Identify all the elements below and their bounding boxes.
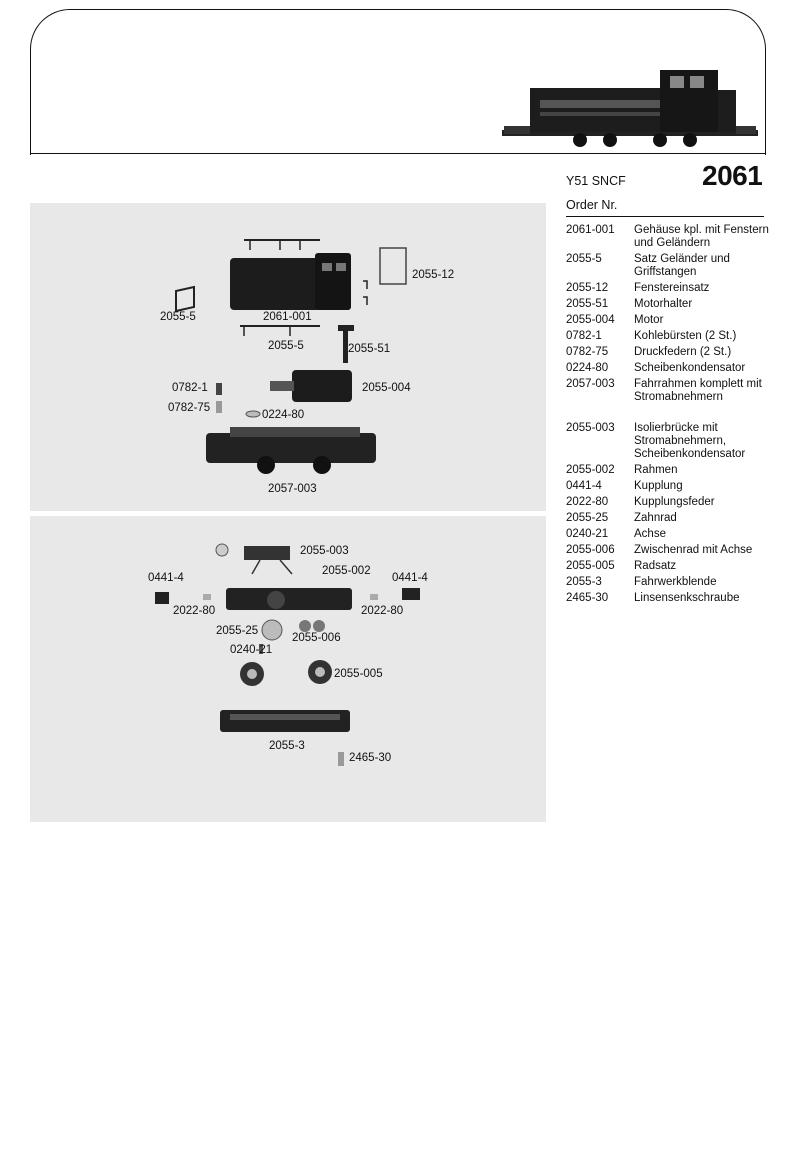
callout-label: 2055-51 — [348, 343, 391, 355]
part-description: Fahrwerkblende — [634, 576, 717, 588]
part-number: 2055-25 — [566, 512, 609, 524]
part-description: Druckfedern (2 St.) — [634, 346, 732, 358]
callout-label: 2055-002 — [322, 565, 371, 577]
list-item — [566, 362, 786, 375]
callout-label: 2057-003 — [268, 483, 317, 495]
callout-label: 0441-4 — [392, 572, 428, 584]
callout-label: 2061-001 — [263, 311, 312, 323]
list-item — [566, 496, 786, 509]
part-description: Zahnrad — [634, 512, 677, 524]
list-item — [566, 330, 786, 343]
part-number: 0441-4 — [566, 480, 602, 492]
callout-label: 2055-005 — [334, 668, 383, 680]
callout-label: 0240-21 — [230, 644, 273, 656]
exploded-view-chassis — [30, 516, 546, 822]
callout-label: 2022-80 — [173, 605, 216, 617]
callout-label: 2465-30 — [349, 752, 392, 764]
list-item — [566, 576, 786, 589]
part-description: Fahrrahmen komplett mit Stromabnehmern — [634, 378, 762, 403]
part-description: Motor — [634, 314, 664, 326]
catalog-number: 2061 — [702, 160, 763, 191]
callout-label: 2055-006 — [292, 632, 341, 644]
callout-label: 0224-80 — [262, 409, 305, 421]
part-number: 2055-003 — [566, 422, 615, 434]
part-description: Kohlebürsten (2 St.) — [634, 330, 737, 342]
part-description: Motorhalter — [634, 298, 693, 310]
part-description: Isolierbrücke mit Stromabnehmern, Scheibenkondensator — [634, 422, 746, 460]
part-number: 2055-12 — [566, 282, 609, 294]
part-number: 2055-006 — [566, 544, 615, 556]
callout-label: 2055-5 — [268, 340, 304, 352]
callout-label: 0782-1 — [172, 382, 208, 394]
parts-list — [566, 224, 786, 608]
part-description: Kupplung — [634, 480, 683, 492]
list-item — [566, 464, 786, 477]
locomotive-photo — [500, 60, 760, 156]
callout-label: 2055-25 — [216, 625, 259, 637]
model-subtitle: Y51 SNCF — [566, 174, 626, 188]
part-description: Kupplungsfeder — [634, 496, 715, 508]
list-item — [566, 314, 786, 327]
part-description: Zwischenrad mit Achse — [634, 544, 753, 556]
part-description: Achse — [634, 528, 666, 540]
part-description: Scheibenkondensator — [634, 362, 746, 374]
callout-label: 2055-003 — [300, 545, 349, 557]
order-heading: Order Nr. — [566, 198, 618, 212]
callout-label: 2055-3 — [269, 740, 305, 752]
callout-label: 2055-12 — [412, 269, 455, 281]
list-item — [566, 422, 786, 461]
body-parts-illustration — [30, 203, 546, 511]
list-item — [566, 298, 786, 311]
callout-label: 0441-4 — [148, 572, 184, 584]
list-item — [566, 253, 786, 279]
part-number: 2465-30 — [566, 592, 609, 604]
list-item — [566, 592, 786, 605]
part-description: Linsensenkschraube — [634, 592, 740, 604]
list-item — [566, 512, 786, 525]
list-item — [566, 528, 786, 541]
callout-label: 0782-75 — [168, 402, 211, 414]
list-item — [566, 224, 786, 250]
part-number: 2055-005 — [566, 560, 615, 572]
list-item — [566, 346, 786, 359]
list-item — [566, 560, 786, 573]
part-description: Satz Geländer und Griffstangen — [634, 253, 730, 278]
part-description: Gehäuse kpl. mit Fenstern und Geländern — [634, 224, 769, 249]
part-number: 0782-75 — [566, 346, 609, 358]
part-number: 2055-5 — [566, 253, 602, 265]
part-number: 2061-001 — [566, 224, 615, 236]
part-number: 0782-1 — [566, 330, 602, 342]
exploded-view-body — [30, 203, 546, 511]
part-number: 2022-80 — [566, 496, 609, 508]
part-number: 2057-003 — [566, 378, 615, 390]
callout-label: 2055-5 — [160, 311, 196, 323]
callout-label: 2055-004 — [362, 382, 411, 394]
part-number: 2055-004 — [566, 314, 615, 326]
chassis-parts-illustration — [30, 516, 546, 822]
list-item — [566, 378, 786, 404]
part-description: Fenstereinsatz — [634, 282, 710, 294]
list-item — [566, 282, 786, 295]
list-item — [566, 544, 786, 557]
part-number: 2055-51 — [566, 298, 609, 310]
part-number: 0224-80 — [566, 362, 609, 374]
part-number: 0240-21 — [566, 528, 609, 540]
order-rule — [566, 216, 764, 217]
callout-label: 2022-80 — [361, 605, 404, 617]
part-description: Rahmen — [634, 464, 678, 476]
part-number: 2055-3 — [566, 576, 602, 588]
part-description: Radsatz — [634, 560, 677, 572]
part-number: 2055-002 — [566, 464, 615, 476]
list-item — [566, 480, 786, 493]
